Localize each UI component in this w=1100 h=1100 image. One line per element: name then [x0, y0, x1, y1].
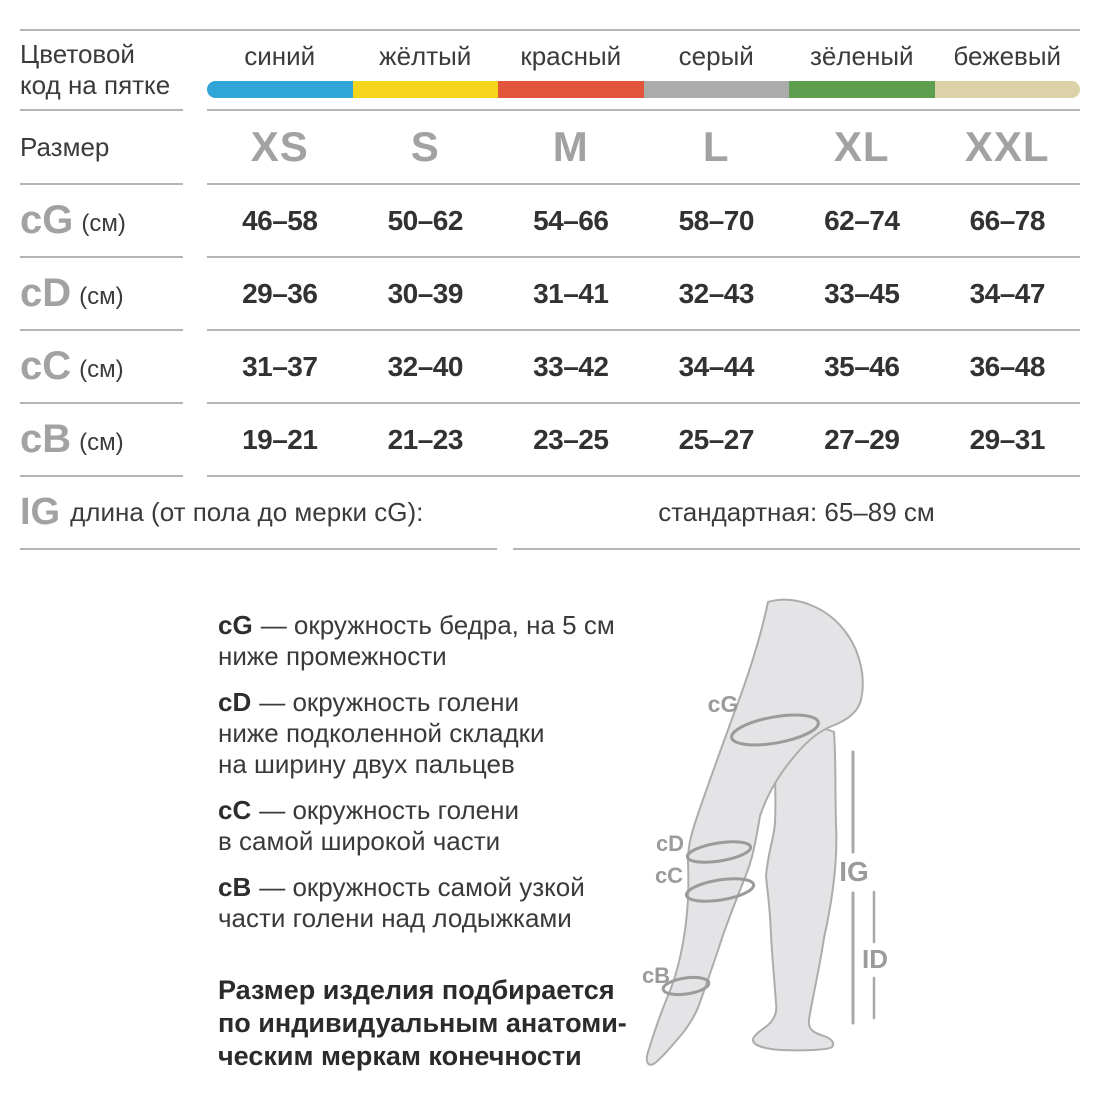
- cc-xs: 31–37: [242, 350, 318, 382]
- cb-s: 21–23: [387, 423, 463, 455]
- cb-m: 23–25: [533, 423, 609, 455]
- row-cc-values: [207, 331, 1080, 404]
- legend-cd-line1: — окружность голени: [259, 687, 519, 717]
- cb-unit: (см): [79, 428, 124, 456]
- cd-unit: (см): [79, 282, 124, 310]
- legend-cb-line1: — окружность самой узкой: [259, 872, 585, 902]
- size-xl: XL: [833, 123, 890, 170]
- diagram-label-ig: IG: [839, 856, 869, 887]
- cc-xl: 35–46: [824, 350, 900, 382]
- cg-m: 54–66: [533, 204, 609, 236]
- row-cb-label: [20, 404, 183, 477]
- cb-l: 25–27: [678, 423, 754, 455]
- cg-code: cG: [20, 198, 74, 242]
- legend-cd-code: cD: [218, 687, 252, 717]
- measurement-legend: [218, 610, 658, 1073]
- size-values: [207, 111, 1080, 185]
- cg-s: 50–62: [387, 204, 463, 236]
- legend-item-cb: [218, 872, 658, 934]
- diagram-label-id: ID: [862, 944, 888, 974]
- color-swatch-green: [789, 81, 935, 98]
- sizing-note-line1: Размер изделия подбирается: [218, 975, 615, 1005]
- legend-cb-line2: части голени над лодыжками: [218, 903, 572, 933]
- cd-s: 30–39: [387, 277, 463, 309]
- cb-xxl: 29–31: [969, 423, 1045, 455]
- color-names: [207, 41, 1080, 72]
- color-name-red: красный: [520, 41, 622, 71]
- cd-m: 31–41: [533, 277, 609, 309]
- cd-code: cD: [20, 271, 72, 315]
- color-swatch-beige: [935, 81, 1081, 98]
- color-code-row: [20, 31, 1080, 111]
- size-l: L: [702, 123, 730, 170]
- diagram-label-cd: cD: [655, 831, 685, 856]
- cb-xl: 27–29: [824, 423, 900, 455]
- row-cb: [20, 404, 1080, 477]
- cd-xl: 33–45: [824, 277, 900, 309]
- color-code-label: [20, 31, 183, 111]
- diagram-label-cg: cG: [707, 691, 739, 717]
- color-code-data: [207, 31, 1080, 111]
- ig-description: длина (от пола до мерки cG):: [70, 497, 424, 527]
- bottom-section: [20, 578, 1080, 1098]
- size-chart-page: [20, 0, 1080, 1100]
- legend-cd-line2: ниже подколенной складки: [218, 718, 545, 748]
- ig-code: IG: [20, 491, 61, 533]
- size-xxl: XXL: [964, 123, 1050, 170]
- row-cc-label: [20, 331, 183, 404]
- cc-unit: (см): [79, 355, 124, 383]
- color-swatch-gray: [644, 81, 790, 98]
- row-cc: [20, 331, 1080, 404]
- cg-xl: 62–74: [824, 204, 900, 236]
- color-code-label-line2: код на пятке: [20, 70, 171, 100]
- legend-cg-code: cG: [218, 610, 253, 640]
- ig-label: [20, 477, 497, 550]
- legend-item-cd: [218, 687, 658, 780]
- cb-xs: 19–21: [242, 423, 318, 455]
- legend-cg-line1: — окружность бедра, на 5 см: [260, 610, 615, 640]
- color-name-green: зёленый: [809, 41, 914, 71]
- legend-cc-line2: в самой широкой части: [218, 826, 501, 856]
- legend-item-cc: [218, 795, 658, 857]
- row-cb-values: [207, 404, 1080, 477]
- row-cd-label: [20, 258, 183, 331]
- row-cg: [20, 185, 1080, 258]
- cc-l: 34–44: [678, 350, 754, 382]
- cg-l: 58–70: [678, 204, 754, 236]
- size-label: Размер: [20, 111, 183, 185]
- color-swatch-red: [498, 81, 644, 98]
- cc-code: cC: [20, 344, 72, 388]
- size-m: M: [552, 123, 589, 170]
- diagram-label-cc: cC: [654, 863, 684, 888]
- cd-l: 32–43: [678, 277, 754, 309]
- color-name-gray: серый: [678, 41, 754, 71]
- legend-cg-line2: ниже промежности: [218, 641, 447, 671]
- size-xs: XS: [250, 123, 309, 170]
- cg-xs: 46–58: [242, 204, 318, 236]
- row-cd: [20, 258, 1080, 331]
- row-ig: [20, 477, 1080, 550]
- cg-unit: (см): [81, 209, 126, 237]
- legend-cd-line3: на ширину двух пальцев: [218, 749, 515, 779]
- legend-cc-code: cC: [218, 795, 252, 825]
- color-name-yellow: жёлтый: [379, 41, 472, 71]
- sizing-note-line2: по индивидуальным анатоми-: [218, 1008, 627, 1038]
- size-s: S: [410, 123, 440, 170]
- row-cd-values: [207, 258, 1080, 331]
- cb-code: cB: [20, 417, 72, 461]
- cc-s: 32–40: [387, 350, 463, 382]
- ig-value: стандартная: 65–89 см: [658, 497, 935, 527]
- heel-color-bar: [207, 81, 1080, 98]
- color-swatch-blue: [207, 81, 353, 98]
- legend-cb-code: cB: [218, 872, 252, 902]
- sizing-note: [218, 974, 658, 1073]
- cc-m: 33–42: [533, 350, 609, 382]
- legend-cc-line1: — окружность голени: [259, 795, 519, 825]
- color-name-beige: бежевый: [953, 41, 1062, 71]
- leg-measurement-diagram: [620, 590, 940, 1090]
- ig-value-cell: [513, 477, 1080, 550]
- row-cg-label: [20, 185, 183, 258]
- diagram-label-cb: cB: [641, 963, 671, 988]
- cd-xxl: 34–47: [969, 277, 1045, 309]
- cc-xxl: 36–48: [969, 350, 1045, 382]
- color-name-blue: синий: [244, 41, 316, 71]
- row-cg-values: [207, 185, 1080, 258]
- cg-xxl: 66–78: [969, 204, 1045, 236]
- color-swatch-yellow: [353, 81, 499, 98]
- color-code-label-line1: Цветовой: [20, 39, 135, 69]
- size-row: [20, 111, 1080, 185]
- legend-item-cg: [218, 610, 658, 672]
- cd-xs: 29–36: [242, 277, 318, 309]
- sizing-note-line3: ческим меркам конечности: [218, 1041, 582, 1071]
